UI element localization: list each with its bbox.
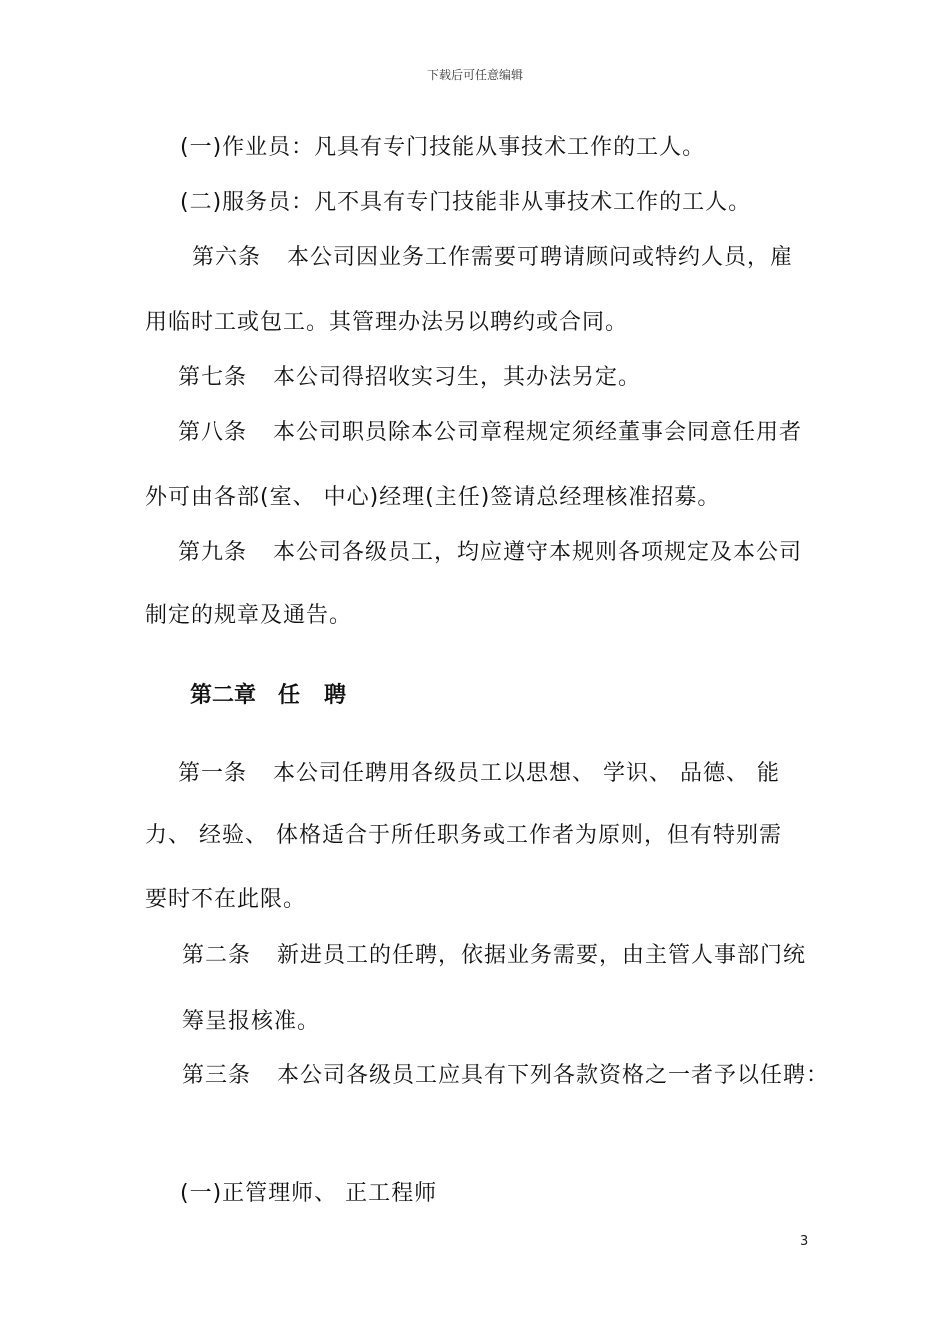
- chapter2-article-2-text: 新进员工的任聘，依据业务需要，由主管人事部门统: [277, 943, 807, 968]
- article-9-continued: 制定的规章及通告。: [145, 603, 353, 628]
- page-header-note: 下载后可任意编辑: [426, 68, 523, 82]
- article-8-label: 第八条: [178, 420, 248, 445]
- chapter2-article-1-continued-2: 要时不在此限。: [145, 887, 307, 912]
- chapter2-article-1: [178, 760, 780, 788]
- article-8-continued: 外可由各部(室、 中心)经理(主任)签请总经理核准招募。: [145, 485, 721, 510]
- article-7: [178, 364, 641, 392]
- chapter2-article-3-label: 第三条: [182, 1063, 252, 1088]
- article-6-continued: 用临时工或包工。其管理办法另以聘约或合同。: [145, 310, 629, 335]
- article-6-text: 本公司因业务工作需要可聘请顾问或特约人员，雇: [287, 245, 794, 270]
- chapter-title-char-1: 任: [278, 683, 301, 708]
- chapter2-article-2-continued: 筹呈报核准。: [182, 1009, 321, 1034]
- article-6-label: 第六条: [192, 245, 262, 270]
- chapter2-article-3: [182, 1062, 829, 1090]
- article-6: [192, 244, 793, 272]
- qualification-item-1: (一)正管理师、 正工程师: [180, 1181, 438, 1206]
- chapter2-article-2-label: 第二条: [182, 943, 252, 968]
- chapter2-article-3-text: 本公司各级员工应具有下列各款资格之一者予以任聘：: [277, 1063, 830, 1088]
- chapter-heading: [190, 682, 346, 710]
- chapter2-article-2: [182, 942, 806, 970]
- article-7-text: 本公司得招收实习生，其办法另定。: [273, 365, 642, 390]
- article-7-label: 第七条: [178, 365, 248, 390]
- article-9-label: 第九条: [178, 540, 248, 565]
- article-8: [178, 419, 802, 447]
- page-number: 3: [800, 1234, 809, 1249]
- article-8-text: 本公司职员除本公司章程规定须经董事会同意任用者: [273, 420, 803, 445]
- chapter-number: 第二章: [190, 683, 257, 708]
- article-9: [178, 539, 802, 567]
- clause-operator: (一)作业员：凡具有专门技能从事技术工作的工人。: [180, 135, 706, 160]
- chapter2-article-1-text: 本公司任聘用各级员工以思想、 学识、 品德、 能: [273, 761, 780, 786]
- clause-service-staff: (二)服务员：凡不具有专门技能非从事技术工作的工人。: [180, 190, 752, 215]
- chapter2-article-1-continued: 力、 经验、 体格适合于所任职务或工作者为原则，但有特别需: [145, 823, 782, 848]
- chapter2-article-1-label: 第一条: [178, 761, 248, 786]
- chapter-title-char-2: 聘: [324, 683, 347, 708]
- article-9-text: 本公司各级员工，均应遵守本规则各项规定及本公司: [273, 540, 803, 565]
